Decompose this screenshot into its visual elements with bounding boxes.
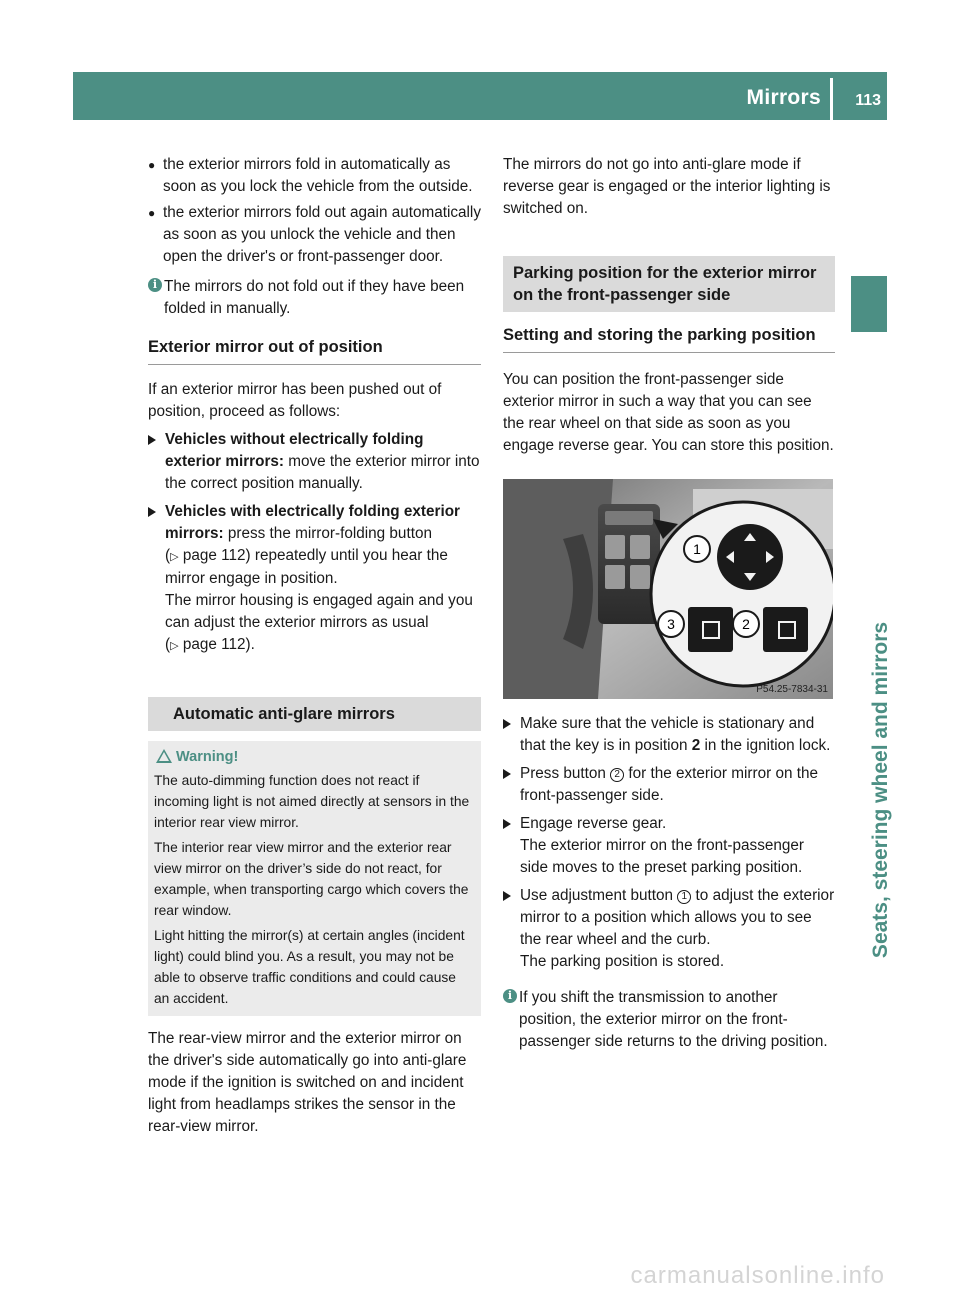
header-divider <box>830 78 833 120</box>
warning-icon <box>156 749 172 763</box>
photo-code: P54.25-7834-31 <box>756 684 828 695</box>
warning-box <box>148 741 481 1016</box>
page-ref-link[interactable]: page 112 <box>182 636 246 653</box>
section-tab <box>851 276 887 332</box>
subsection-heading: Setting and storing the parking position <box>503 324 835 353</box>
section-heading: Exterior mirror out of position <box>148 336 481 365</box>
callout-3: 3 <box>667 616 675 632</box>
instruction-step: Vehicles with electrically folding exterior mirrors: press the mirror-folding button (▷ page 112) repeatedly until you hear the mirror engage in position. The mirror housing is engaged again and you can adjust the exterior mirrors as usual (▷ page 112). <box>148 501 481 657</box>
page-ref-icon: ▷ <box>170 640 179 652</box>
paragraph: You can position the front-passenger side exterior mirror in such a way that you can see the rear wheel on that side as soon as you engage reverse gear. You can store this position. <box>503 371 834 454</box>
warning-title: Warning! <box>176 749 239 765</box>
info-note: i The mirrors do not fold out if they have been folded in manually. <box>148 276 481 320</box>
warning-paragraph: The interior rear view mirror and the exterior rear view mirror on the driver’s side do not react, for example, when transporting cargo which covers the rear window. <box>154 840 469 918</box>
section-tab-label: Seats, steering wheel and mirrors <box>869 621 892 959</box>
instruction-step: Vehicles without electrically folding exterior mirrors: move the exterior mirror into the correct position manually. <box>148 429 481 495</box>
left-column <box>148 154 481 1138</box>
watermark: carmanualsonline.info <box>630 1262 885 1289</box>
step-arrow-icon <box>503 891 511 901</box>
info-icon: i <box>503 989 517 1003</box>
warning-paragraph: The auto-dimming function does not react if incoming light is not aimed directly at sensors in the interior rear view mirror. <box>154 773 470 830</box>
door-panel-photo <box>503 479 833 699</box>
instruction-step: Press button 2 for the exterior mirror on the front-passenger side. <box>503 763 835 807</box>
door-panel-illustration <box>503 479 833 699</box>
info-note: i If you shift the transmission to another position, the exterior mirror on the front-passenger side returns to the driving position. <box>503 987 835 1053</box>
instruction-step: Use adjustment button 1 to adjust the exterior mirror to a position which allows you to see the rear wheel and the curb. The parking position is stored. <box>503 885 835 973</box>
warning-paragraph: Light hitting the mirror(s) at certain angles (incident light) could blind you. As a result, you may not be able to observe traffic conditions and could cause an accident. <box>154 928 465 1006</box>
step-arrow-icon <box>503 719 511 729</box>
page-number: 113 <box>855 92 881 109</box>
instruction-step: Engage reverse gear. The exterior mirror on the front-passenger side moves to the preset parking position. <box>503 813 835 879</box>
list-item: ● the exterior mirrors fold out again automatically as soon as you unlock the vehicle and then open the driver's or front-passenger door. <box>148 204 481 265</box>
header-title: Mirrors <box>746 86 821 109</box>
instruction-step: Make sure that the vehicle is stationary and that the key is in position 2 in the ignition lock. <box>503 713 835 757</box>
info-icon: i <box>148 278 162 292</box>
paragraph: The rear-view mirror and the exterior mirror on the driver's side automatically go into anti-glare mode if the ignition is switched on and incident light from headlamps strikes the sensor in the rear-view mirror. <box>148 1030 467 1135</box>
button-1-marker: 1 <box>677 890 691 904</box>
paragraph: If an exterior mirror has been pushed out of position, proceed as follows: <box>148 381 442 420</box>
section-heading: Automatic anti-glare mirrors <box>148 697 481 731</box>
step-arrow-icon <box>148 507 156 517</box>
list-item: ● the exterior mirrors fold in automatically as soon as you lock the vehicle from the outside. <box>148 156 473 195</box>
step-arrow-icon <box>503 769 511 779</box>
bullet-icon: ● <box>148 206 156 220</box>
bullet-icon: ● <box>148 158 156 172</box>
callout-2: 2 <box>742 616 750 632</box>
page-ref-link[interactable]: page 112 <box>182 547 246 564</box>
page-header <box>73 72 887 120</box>
callout-1: 1 <box>693 541 701 557</box>
right-column <box>503 154 835 1053</box>
button-2-marker: 2 <box>610 768 624 782</box>
paragraph: The mirrors do not go into anti-glare mode if reverse gear is engaged or the interior lighting is switched on. <box>503 156 831 217</box>
section-heading: Parking position for the exterior mirror on the front-passenger side <box>503 256 835 312</box>
step-arrow-icon <box>503 819 511 829</box>
step-arrow-icon <box>148 435 156 445</box>
page-ref-icon: ▷ <box>170 551 179 563</box>
